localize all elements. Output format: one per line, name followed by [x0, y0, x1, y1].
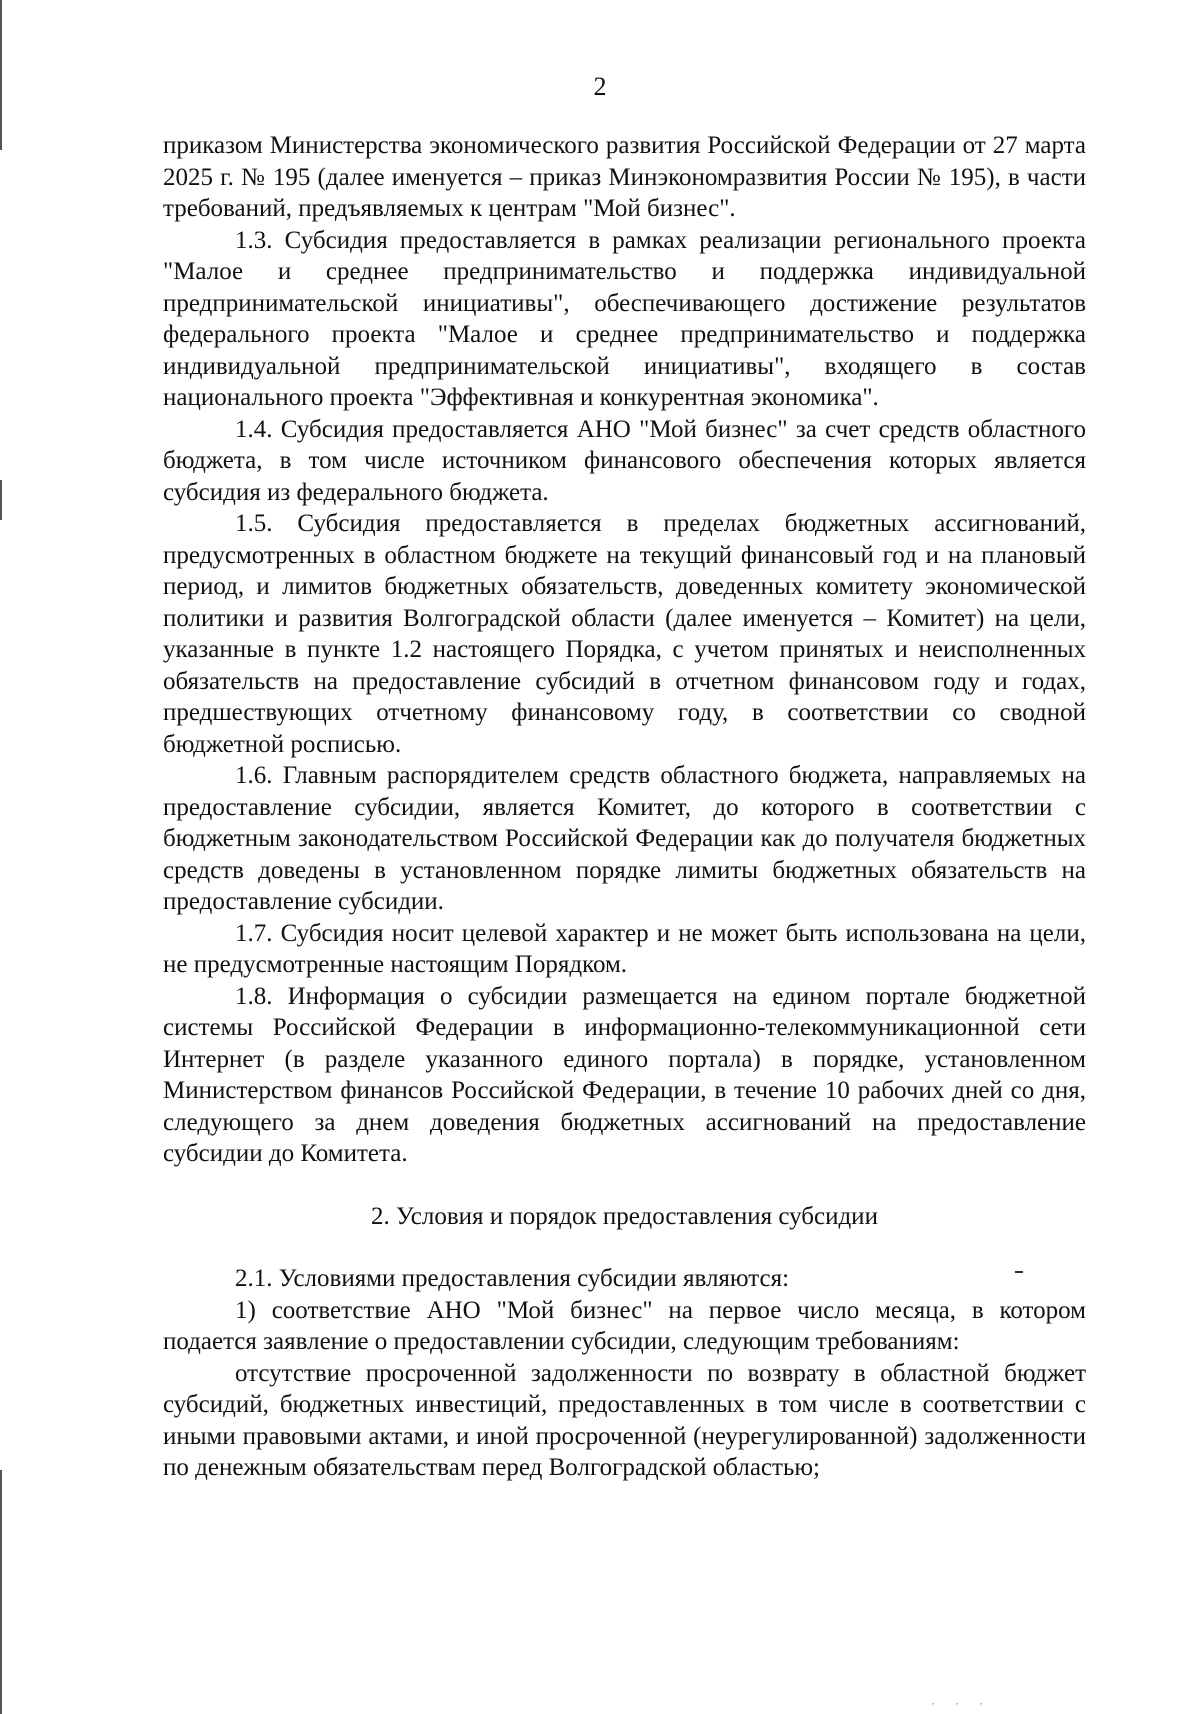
paragraph-continuation: приказом Министерства экономического развития Российской Федерации от 27 марта 2025 г. № 195 (далее именуется – приказ Минэкономразвития России № 195), в части требований, предъявляемых к центрам "Мой бизнес". [163, 132, 1086, 222]
page-number: 2 [593, 72, 607, 101]
paragraph-1-6: 1.6. Главным распорядителем средств областного бюджета, направляемых на предоставление субсидии, является Комитет, до которого в соответствии с бюджетным законодательством Российской Федерации как до получателя бюджетных средств доведены в установленном порядке лимиты бюджетных обязательств на предоставление субсидии. [163, 762, 1086, 915]
scan-edge-mark-middle [0, 480, 2, 520]
scan-edge-mark-bottom [0, 1470, 2, 1714]
paragraph-1-4: 1.4. Субсидия предоставляется АНО "Мой бизнес" за счет средств областного бюджета, в том числе источником финансового обеспечения которых является субсидия из федерального бюджета. [163, 415, 1086, 506]
section-heading: 2. Условия и порядок предоставления субсидии [371, 1202, 878, 1230]
paragraph-1-5: 1.5. Субсидия предоставляется в пределах бюджетных ассигнований, предусмотренных в областном бюджете на текущий финансовый год и на плановый период, и лимитов бюджетных обязательств, доведенных комитету экономической политики и развития Волгоградской области (далее именуется – Комитет) на цели, указанные в пункте 1.2 настоящего Порядка, с учетом принятых и неисполненных обязательств на предоставление субсидий в отчетном финансовом году и годах, предшествующих отчетному финансовому году, в соответствии со сводной бюджетной росписью. [163, 510, 1086, 758]
paragraph-2-1-requirement: отсутствие просроченной задолженности по возврату в областной бюджет субсидий, бюджетных инвестиций, предоставленных в том числе в соответствии с иными правовыми актами, и иной просроченной (неурегулированной) задолженности по денежным обязательствам перед Волгоградской областью; [163, 1359, 1086, 1481]
paragraph-1-3: 1.3. Субсидия предоставляется в рамках реализации регионального проекта "Малое и среднее предпринимательство и поддержка индивидуальной предпринимательской инициативы", обеспечивающего достижение результатов федерального проекта "Малое и среднее предпринимательство и поддержка индивидуальной предпринимательской инициативы", входящего в состав национального проекта "Эффективная и конкурентная экономика". [163, 226, 1086, 411]
scan-artifact-dots: · · · [930, 1699, 991, 1710]
document-body [163, 130, 1086, 1484]
paragraph-2-1: 2.1. Условиями предоставления субсидии являются: [235, 1265, 790, 1292]
scan-artifact-dash [1015, 1271, 1023, 1273]
paragraph-1-8: 1.8. Информация о субсидии размещается на едином портале бюджетной системы Российской Федерации в информационно-телекоммуникационной сети Интернет (в разделе указанного единого портала) в порядке, установленном Министерством финансов Российской Федерации, в течение 10 рабочих дней со дня, следующего за днем доведения бюджетных ассигнований на предоставление субсидии до Комитета. [163, 982, 1086, 1167]
paragraph-1-7: 1.7. Субсидия носит целевой характер и не может быть использована на цели, не предусмотренные настоящим Порядком. [163, 919, 1086, 978]
paragraph-2-1-item-1: 1) соответствие АНО "Мой бизнес" на первое число месяца, в котором подается заявление о предоставлении субсидии, следующим требованиям: [163, 1296, 1086, 1355]
